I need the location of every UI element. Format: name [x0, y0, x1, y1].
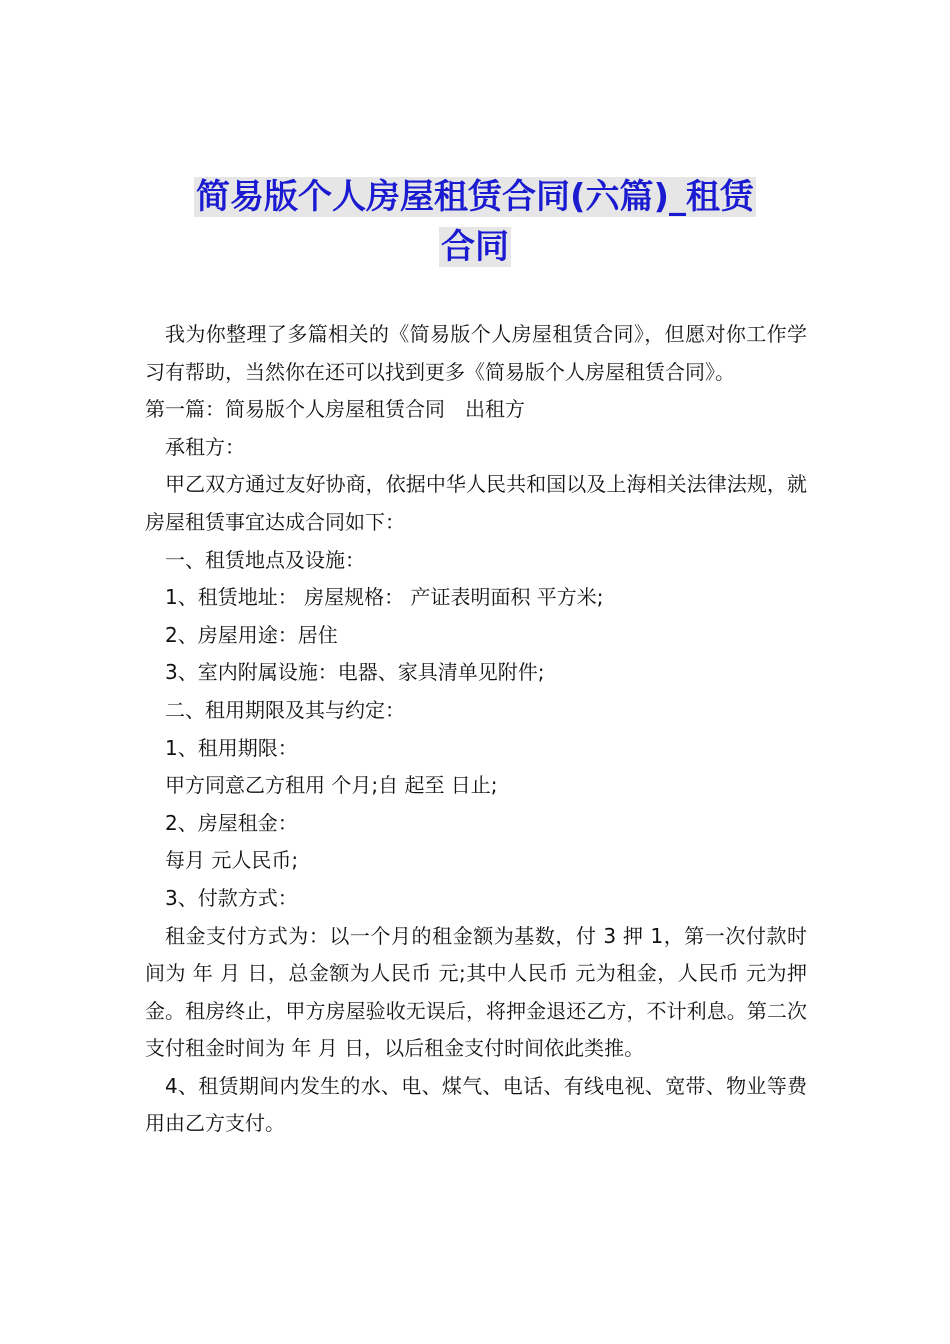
- paragraph: 2、房屋用途：居住: [165, 622, 338, 647]
- paragraph: 1、租用期限：: [165, 735, 298, 760]
- paragraph: 一、租赁地点及设施：: [165, 547, 365, 572]
- paragraph: 3、室内附属设施：电器、家具清单见附件;: [165, 660, 545, 685]
- paragraph: 二、租用期限及其与约定：: [165, 697, 405, 722]
- paragraph: 第一篇：简易版个人房屋租赁合同 出租方: [145, 397, 525, 422]
- paragraph: 租金支付方式为：以一个月的租金额为基数，付 3 押 1，第一次付款时间为 年 月 日，总金额为人民币 元;其中人民币 元为租金，人民币 元为押金。租房终止，甲方房屋验收无误后，将押金退还乙方，不计利息。第二次支付租金时间为 年 月 日，以后租金支付时间依此类推。: [145, 923, 807, 1061]
- title-line-1: 简易版个人房屋租赁合同(六篇)_租赁: [195, 177, 755, 217]
- title-line-2: 合同: [441, 227, 509, 267]
- paragraph: 甲方同意乙方租用 个月;自 起至 日止;: [165, 773, 498, 798]
- paragraph: 甲乙双方通过友好协商，依据中华人民共和国以及上海相关法律法规，就房屋租赁事宜达成合同如下：: [145, 472, 807, 534]
- paragraph: 1、租赁地址： 房屋规格： 产证表明面积 平方米;: [165, 585, 604, 610]
- document-body: [145, 316, 807, 1143]
- paragraph: 4、租赁期间内发生的水、电、煤气、电话、有线电视、宽带、物业等费用由乙方支付。: [145, 1073, 807, 1136]
- paragraph: 承租方：: [165, 434, 245, 459]
- paragraph: 2、房屋租金：: [165, 810, 298, 835]
- paragraph: 每月 元人民币;: [165, 848, 299, 873]
- paragraph: 3、付款方式：: [165, 885, 298, 910]
- document-title: [120, 172, 830, 272]
- paragraph: 我为你整理了多篇相关的《简易版个人房屋租赁合同》，但愿对你工作学习有帮助，当然你在还可以找到更多《简易版个人房屋租赁合同》。: [145, 322, 807, 384]
